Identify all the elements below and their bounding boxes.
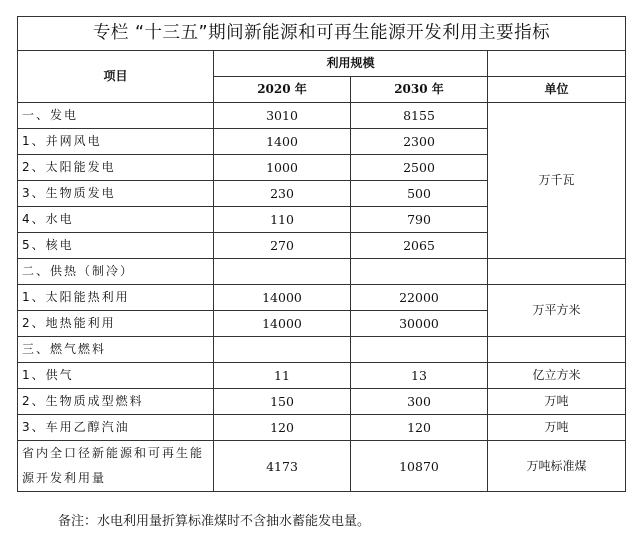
table-row <box>18 415 626 441</box>
row-label: 三、燃气燃料 <box>18 337 214 363</box>
row-2020: 270 <box>214 233 351 259</box>
header-scale: 利用规模 <box>214 51 488 77</box>
row-2030: 2065 <box>351 233 488 259</box>
row-2030: 22000 <box>351 285 488 311</box>
table-row <box>18 103 626 129</box>
table-row <box>18 337 626 363</box>
row-2030: 2300 <box>351 129 488 155</box>
row-2030: 300 <box>351 389 488 415</box>
header-2020: 2020 年 <box>214 77 351 103</box>
row-label: 二、供热（制冷） <box>18 259 214 285</box>
row-2030: 13 <box>351 363 488 389</box>
row-2020 <box>214 259 351 285</box>
unit-cell-empty <box>488 337 626 363</box>
row-label: 1、太阳能热利用 <box>18 285 214 311</box>
row-label: 1、供气 <box>18 363 214 389</box>
unit-cell: 万吨标准煤 <box>488 441 626 492</box>
row-2030: 10870 <box>351 441 488 492</box>
row-2020: 230 <box>214 181 351 207</box>
row-2020: 14000 <box>214 285 351 311</box>
row-2030 <box>351 259 488 285</box>
row-label: 4、水电 <box>18 207 214 233</box>
header-item: 项目 <box>18 51 214 103</box>
table-row <box>18 259 626 285</box>
table-title: 专栏 “十三五”期间新能源和可再生能源开发利用主要指标 <box>18 17 626 51</box>
table-row <box>18 389 626 415</box>
row-2020: 3010 <box>214 103 351 129</box>
row-label: 1、并网风电 <box>18 129 214 155</box>
row-2020: 120 <box>214 415 351 441</box>
row-2030: 790 <box>351 207 488 233</box>
row-label: 一、发电 <box>18 103 214 129</box>
row-2020: 14000 <box>214 311 351 337</box>
row-label: 省内全口径新能源和可再生能源开发利用量 <box>18 441 214 492</box>
row-2020: 1400 <box>214 129 351 155</box>
row-2030: 500 <box>351 181 488 207</box>
row-2020: 1000 <box>214 155 351 181</box>
unit-cell-empty <box>488 259 626 285</box>
row-label: 2、太阳能发电 <box>18 155 214 181</box>
unit-cell: 亿立方米 <box>488 363 626 389</box>
table-row-total <box>18 441 626 492</box>
unit-cell: 万平方米 <box>488 285 626 337</box>
row-2030: 120 <box>351 415 488 441</box>
row-label: 2、地热能利用 <box>18 311 214 337</box>
row-2030: 8155 <box>351 103 488 129</box>
unit-cell: 万千瓦 <box>488 103 626 259</box>
table-row <box>18 363 626 389</box>
row-label: 2、生物质成型燃料 <box>18 389 214 415</box>
row-2020: 11 <box>214 363 351 389</box>
row-2030: 30000 <box>351 311 488 337</box>
row-2030 <box>351 337 488 363</box>
header-unit: 单位 <box>488 77 626 103</box>
indicator-table <box>17 16 626 492</box>
table-row <box>18 285 626 311</box>
row-2020: 110 <box>214 207 351 233</box>
row-label: 5、核电 <box>18 233 214 259</box>
row-label: 3、车用乙醇汽油 <box>18 415 214 441</box>
header-blank <box>488 51 626 77</box>
row-2020: 4173 <box>214 441 351 492</box>
unit-cell: 万吨 <box>488 389 626 415</box>
row-label: 3、生物质发电 <box>18 181 214 207</box>
row-2030: 2500 <box>351 155 488 181</box>
row-2020: 150 <box>214 389 351 415</box>
row-2020 <box>214 337 351 363</box>
header-2030: 2030 年 <box>351 77 488 103</box>
unit-cell: 万吨 <box>488 415 626 441</box>
footnote: 备注：水电利用量折算标准煤时不含抽水蓄能发电量。 <box>58 514 371 529</box>
